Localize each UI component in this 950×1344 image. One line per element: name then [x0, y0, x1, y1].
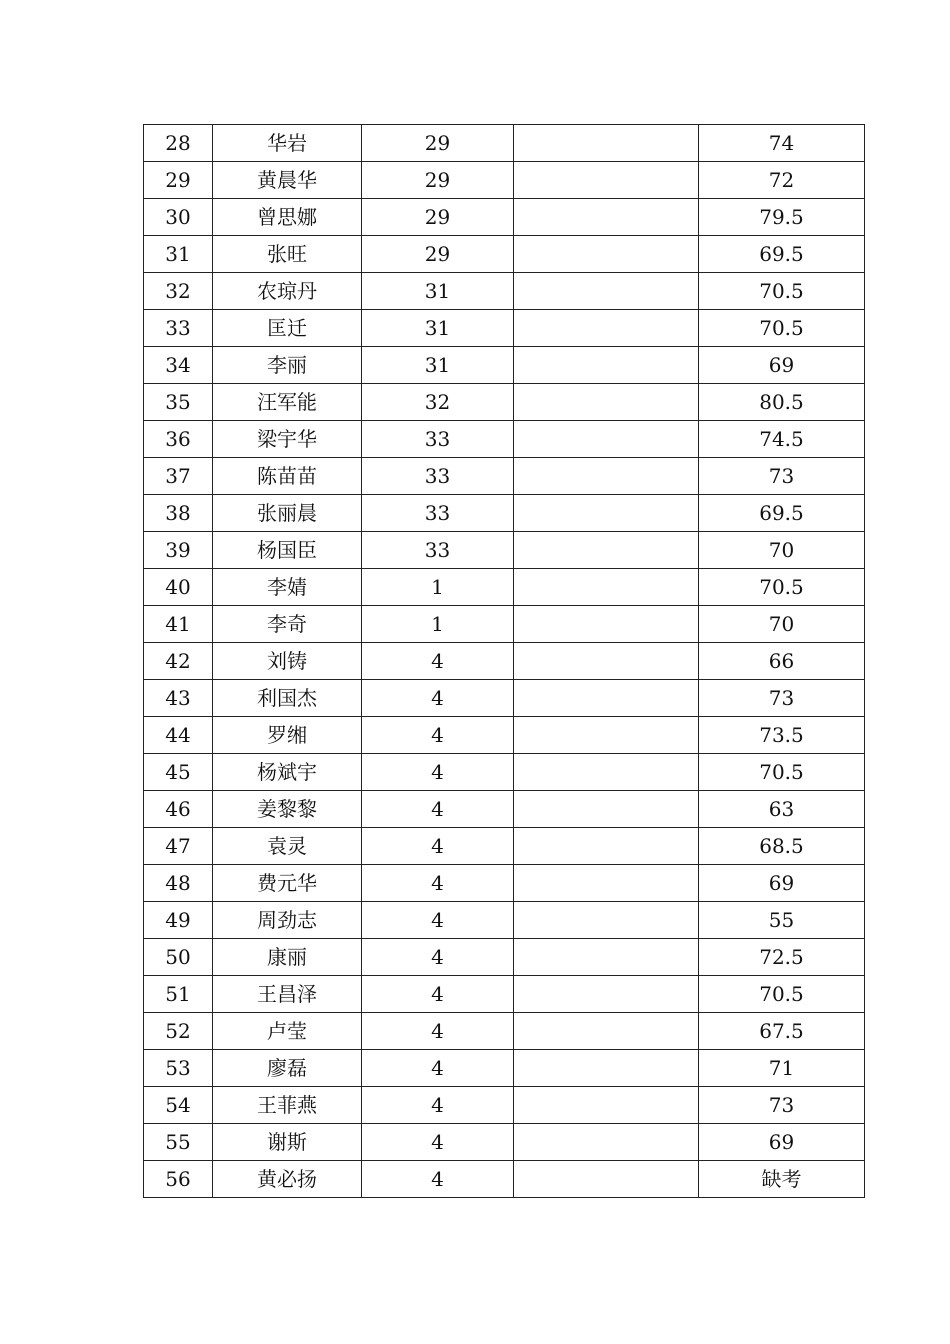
group-cell: 1	[362, 606, 514, 643]
score-cell: 73	[699, 458, 865, 495]
table-row	[144, 384, 865, 421]
name-cell: 张丽晨	[213, 495, 362, 532]
blank-cell	[514, 606, 699, 643]
name-cell: 梁宇华	[213, 421, 362, 458]
table-row	[144, 421, 865, 458]
blank-cell	[514, 865, 699, 902]
row-number-cell: 49	[144, 902, 213, 939]
blank-cell	[514, 310, 699, 347]
table-row	[144, 310, 865, 347]
score-cell: 74	[699, 125, 865, 162]
group-cell: 4	[362, 1124, 514, 1161]
blank-cell	[514, 1013, 699, 1050]
blank-cell	[514, 1087, 699, 1124]
blank-cell	[514, 1161, 699, 1198]
table-row	[144, 828, 865, 865]
group-cell: 31	[362, 273, 514, 310]
row-number-cell: 39	[144, 532, 213, 569]
table-row	[144, 717, 865, 754]
group-cell: 4	[362, 828, 514, 865]
score-cell: 73	[699, 680, 865, 717]
name-cell: 杨国臣	[213, 532, 362, 569]
row-number-cell: 34	[144, 347, 213, 384]
blank-cell	[514, 1124, 699, 1161]
score-cell: 74.5	[699, 421, 865, 458]
name-cell: 费元华	[213, 865, 362, 902]
row-number-cell: 32	[144, 273, 213, 310]
score-cell: 73	[699, 1087, 865, 1124]
group-cell: 29	[362, 236, 514, 273]
name-cell: 黄必扬	[213, 1161, 362, 1198]
group-cell: 4	[362, 643, 514, 680]
score-table-body	[144, 125, 865, 1198]
row-number-cell: 40	[144, 569, 213, 606]
table-row	[144, 1050, 865, 1087]
name-cell: 李丽	[213, 347, 362, 384]
blank-cell	[514, 458, 699, 495]
score-cell: 72.5	[699, 939, 865, 976]
blank-cell	[514, 532, 699, 569]
row-number-cell: 44	[144, 717, 213, 754]
group-cell: 33	[362, 532, 514, 569]
blank-cell	[514, 902, 699, 939]
score-cell: 70	[699, 532, 865, 569]
blank-cell	[514, 1050, 699, 1087]
row-number-cell: 52	[144, 1013, 213, 1050]
score-cell: 63	[699, 791, 865, 828]
group-cell: 33	[362, 495, 514, 532]
blank-cell	[514, 643, 699, 680]
score-cell: 72	[699, 162, 865, 199]
row-number-cell: 31	[144, 236, 213, 273]
row-number-cell: 41	[144, 606, 213, 643]
table-row	[144, 458, 865, 495]
name-cell: 华岩	[213, 125, 362, 162]
row-number-cell: 45	[144, 754, 213, 791]
score-cell: 71	[699, 1050, 865, 1087]
table-row	[144, 791, 865, 828]
name-cell: 匡迁	[213, 310, 362, 347]
table-row	[144, 569, 865, 606]
name-cell: 张旺	[213, 236, 362, 273]
blank-cell	[514, 421, 699, 458]
score-cell: 69.5	[699, 236, 865, 273]
row-number-cell: 38	[144, 495, 213, 532]
score-cell: 79.5	[699, 199, 865, 236]
name-cell: 康丽	[213, 939, 362, 976]
name-cell: 李婧	[213, 569, 362, 606]
row-number-cell: 46	[144, 791, 213, 828]
blank-cell	[514, 828, 699, 865]
name-cell: 王菲燕	[213, 1087, 362, 1124]
blank-cell	[514, 162, 699, 199]
group-cell: 4	[362, 939, 514, 976]
blank-cell	[514, 791, 699, 828]
name-cell: 罗缃	[213, 717, 362, 754]
blank-cell	[514, 754, 699, 791]
group-cell: 4	[362, 791, 514, 828]
row-number-cell: 28	[144, 125, 213, 162]
group-cell: 4	[362, 754, 514, 791]
row-number-cell: 30	[144, 199, 213, 236]
name-cell: 陈苗苗	[213, 458, 362, 495]
table-row	[144, 1161, 865, 1198]
table-row	[144, 236, 865, 273]
row-number-cell: 47	[144, 828, 213, 865]
table-row	[144, 532, 865, 569]
score-cell: 69.5	[699, 495, 865, 532]
row-number-cell: 54	[144, 1087, 213, 1124]
table-row	[144, 865, 865, 902]
table-row	[144, 643, 865, 680]
table-row	[144, 606, 865, 643]
name-cell: 廖磊	[213, 1050, 362, 1087]
name-cell: 杨斌宇	[213, 754, 362, 791]
score-cell: 70.5	[699, 310, 865, 347]
score-cell: 70.5	[699, 976, 865, 1013]
name-cell: 农琼丹	[213, 273, 362, 310]
table-row	[144, 347, 865, 384]
name-cell: 谢斯	[213, 1124, 362, 1161]
blank-cell	[514, 125, 699, 162]
score-cell: 69	[699, 865, 865, 902]
score-cell: 70.5	[699, 569, 865, 606]
group-cell: 33	[362, 458, 514, 495]
table-row	[144, 495, 865, 532]
group-cell: 4	[362, 1087, 514, 1124]
table-row	[144, 976, 865, 1013]
blank-cell	[514, 495, 699, 532]
blank-cell	[514, 236, 699, 273]
name-cell: 周劲志	[213, 902, 362, 939]
group-cell: 32	[362, 384, 514, 421]
row-number-cell: 35	[144, 384, 213, 421]
name-cell: 袁灵	[213, 828, 362, 865]
blank-cell	[514, 939, 699, 976]
blank-cell	[514, 976, 699, 1013]
table-row	[144, 902, 865, 939]
group-cell: 29	[362, 199, 514, 236]
group-cell: 4	[362, 1013, 514, 1050]
score-cell: 69	[699, 347, 865, 384]
name-cell: 刘铸	[213, 643, 362, 680]
name-cell: 王昌泽	[213, 976, 362, 1013]
row-number-cell: 42	[144, 643, 213, 680]
table-row	[144, 162, 865, 199]
score-cell: 69	[699, 1124, 865, 1161]
row-number-cell: 29	[144, 162, 213, 199]
group-cell: 4	[362, 680, 514, 717]
name-cell: 李奇	[213, 606, 362, 643]
name-cell: 卢莹	[213, 1013, 362, 1050]
group-cell: 31	[362, 310, 514, 347]
name-cell: 利国杰	[213, 680, 362, 717]
blank-cell	[514, 199, 699, 236]
group-cell: 31	[362, 347, 514, 384]
score-cell: 67.5	[699, 1013, 865, 1050]
score-table	[143, 124, 865, 1198]
name-cell: 汪军能	[213, 384, 362, 421]
row-number-cell: 36	[144, 421, 213, 458]
score-cell: 80.5	[699, 384, 865, 421]
group-cell: 4	[362, 1161, 514, 1198]
score-cell: 68.5	[699, 828, 865, 865]
group-cell: 33	[362, 421, 514, 458]
blank-cell	[514, 680, 699, 717]
blank-cell	[514, 569, 699, 606]
group-cell: 4	[362, 1050, 514, 1087]
group-cell: 4	[362, 976, 514, 1013]
score-cell: 缺考	[699, 1161, 865, 1198]
table-row	[144, 939, 865, 976]
row-number-cell: 43	[144, 680, 213, 717]
group-cell: 4	[362, 865, 514, 902]
score-cell: 70	[699, 606, 865, 643]
name-cell: 曾思娜	[213, 199, 362, 236]
score-cell: 73.5	[699, 717, 865, 754]
group-cell: 29	[362, 125, 514, 162]
table-row	[144, 754, 865, 791]
table-row	[144, 125, 865, 162]
row-number-cell: 56	[144, 1161, 213, 1198]
blank-cell	[514, 717, 699, 754]
row-number-cell: 33	[144, 310, 213, 347]
blank-cell	[514, 347, 699, 384]
score-cell: 70.5	[699, 273, 865, 310]
table-row	[144, 273, 865, 310]
table-row	[144, 1124, 865, 1161]
row-number-cell: 50	[144, 939, 213, 976]
table-row	[144, 1087, 865, 1124]
score-cell: 55	[699, 902, 865, 939]
blank-cell	[514, 273, 699, 310]
row-number-cell: 53	[144, 1050, 213, 1087]
group-cell: 4	[362, 902, 514, 939]
group-cell: 29	[362, 162, 514, 199]
group-cell: 1	[362, 569, 514, 606]
group-cell: 4	[362, 717, 514, 754]
row-number-cell: 48	[144, 865, 213, 902]
score-cell: 70.5	[699, 754, 865, 791]
row-number-cell: 51	[144, 976, 213, 1013]
table-row	[144, 1013, 865, 1050]
blank-cell	[514, 384, 699, 421]
row-number-cell: 55	[144, 1124, 213, 1161]
name-cell: 黄晨华	[213, 162, 362, 199]
table-row	[144, 680, 865, 717]
name-cell: 姜黎黎	[213, 791, 362, 828]
row-number-cell: 37	[144, 458, 213, 495]
table-row	[144, 199, 865, 236]
score-cell: 66	[699, 643, 865, 680]
